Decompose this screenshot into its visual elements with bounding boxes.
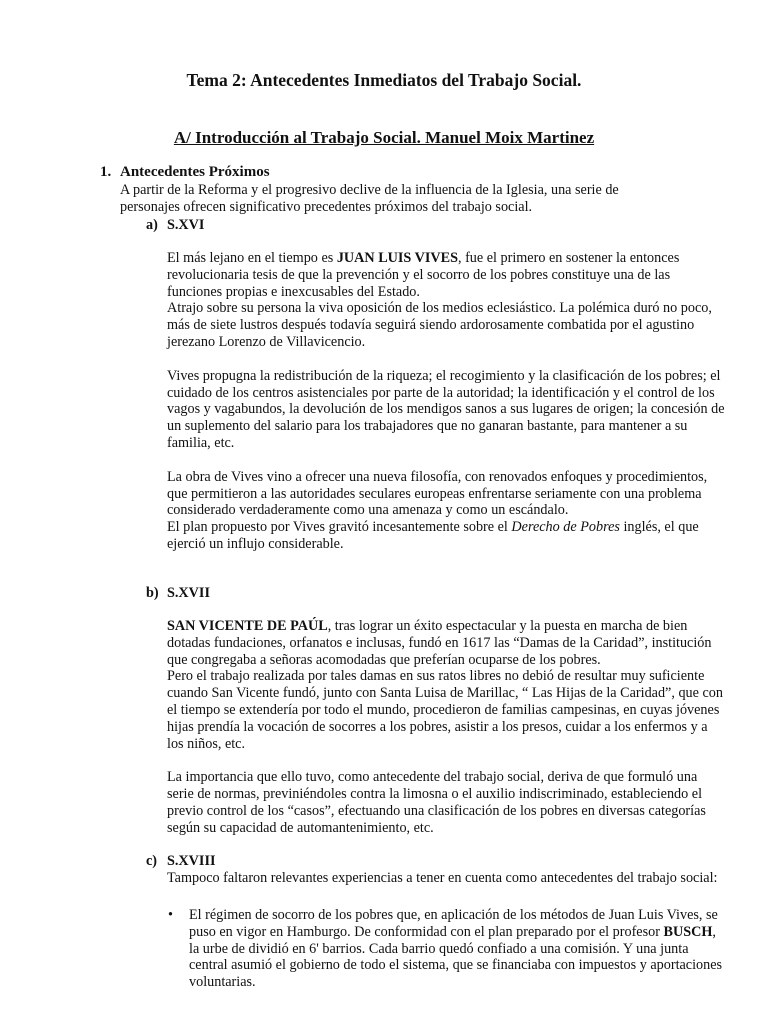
subsection-a-title: S.XVI <box>167 217 205 233</box>
subsection-c-heading <box>146 853 216 870</box>
text-run: El más lejano en el tiempo es <box>167 250 337 266</box>
text-run: , tras lograr un éxito espectacular y la puesta en marcha de bien dotadas fundaciones, orfanatos e inclusas, fundó en 1617 las “Damas de la Caridad”, institución que congregaba a señoras acomodadas que preferían ocuparse de los pobres. <box>167 618 712 668</box>
document-title: Tema 2: Antecedentes Inmediatos del Trabajo Social. <box>186 70 582 90</box>
paragraph-san-vicente <box>167 618 727 668</box>
section-1-number: 1. <box>100 164 112 180</box>
bold-name: BUSCH <box>663 923 713 940</box>
bullet-text <box>189 907 728 991</box>
bold-name: JUAN LUIS VIVES <box>336 250 458 266</box>
subsection-c-title: S.XVIII <box>167 853 216 869</box>
paragraph-experiencias: Tampoco faltaron relevantes experiencias a tener en cuenta como antecedentes del trabajo social: <box>167 870 718 886</box>
list-item <box>168 907 728 991</box>
subsection-b-body <box>167 618 727 837</box>
paragraph-vives-opposition: Atrajo sobre su persona la viva oposición de los medios eclesiástico. La polémica duró no poco, más de siete lustros después todavía seguirá siendo ardorosamente combatida por el agustino jerezano Lorenzo de Villavicencio. <box>167 300 712 350</box>
subsection-a-body <box>167 250 727 553</box>
bullet-icon: • <box>168 907 173 923</box>
paragraph-importancia: La importancia que ello tuvo, como antecedente del trabajo social, deriva de que formuló una serie de normas, previniéndoles contra la limosna o el auxilio indiscriminado, estableciendo el previo control de los “casos”, efectuando una clasificación de los pobres en diversas categorías según su capacidad de automantenimiento, etc. <box>167 769 706 836</box>
paragraph-vives-plan <box>167 519 727 553</box>
paragraph-vives-philosophy: La obra de Vives vino a ofrecer una nueva filosofía, con renovados enfoques y procedimientos, que permitieron a las autoridades seculares europeas enfrentarse seriamente con una problema considerado verdaderamente como una amenaza y como un escándalo. <box>167 468 708 519</box>
text-run: , la urbe de dividió en 6' barrios. Cada barrio quedó confiado a una comisión. Y una junta central asumió el gobierno de todo el sistema, que se financiaba con impuestos y aportaciones voluntarias. <box>189 923 723 991</box>
subsection-b-heading <box>146 585 210 602</box>
subsection-a-heading <box>146 217 204 234</box>
subsection-c-body <box>167 870 727 887</box>
text-run: inglés, el que ejerció un influjo considerable. <box>167 519 699 552</box>
section-1-title: Antecedentes Próximos <box>120 164 270 180</box>
text-run: El plan propuesto por Vives gravitó incesantemente sobre el <box>167 519 512 536</box>
subsection-a-letter: a) <box>146 217 158 233</box>
text-run: El régimen de socorro de los pobres que, en aplicación de los métodos de Juan Luis Vives, se puso en vigor en Hamburgo. De conformidad con el plan preparado por el profesor <box>189 907 718 940</box>
paragraph-vives-intro <box>167 250 727 300</box>
paragraph-hijas-caridad: Pero el trabajo realizada por tales damas en sus ratos libres no debió de resultar muy suficiente cuando San Vicente fundó, junto con Santa Luisa de Marillac, “ Las Hijas de la Caridad”, que con el tiempo se extendería por todo el mundo, procedieron de familias campesinas, en cuyas jóvenes hijas prendía la vocación de socorres a los pobres, asistir a los presos, cuidar a los enfermos y a los niños, etc. <box>167 668 723 752</box>
text-run: , fue el primero en sostener la entonces revolucionaria tesis de que la prevención y el socorro de los pobres constituye una de las funciones propias e inexcusables del Estado. <box>167 250 680 300</box>
document-subtitle: A/ Introducción al Trabajo Social. Manuel Moix Martinez <box>173 128 595 147</box>
subsection-b-letter: b) <box>146 585 159 601</box>
bold-name: SAN VICENTE DE PAÚL <box>167 618 328 634</box>
subsection-b-title: S.XVII <box>167 585 210 601</box>
italic-term: Derecho de Pobres <box>511 519 620 536</box>
section-1-heading <box>100 164 270 181</box>
paragraph-vives-proposals: Vives propugna la redistribución de la riqueza; el recogimiento y la clasificación de los pobres; el cuidado de los centros asistenciales por parte de la autoridad; la identificación y el control de los vagos y vagabundos, la devolución de los mendigos sanos a sus lugares de origen; la concesión de un suplemento del salario para los trabajadores que no ganaran bastante, para mantener a su familia, etc. <box>167 367 725 451</box>
section-1-intro: A partir de la Reforma y el progresivo declive de la influencia de la Iglesia, una serie de personajes ofrecen significativo precedentes próximos del trabajo social. <box>120 182 619 215</box>
subsection-c-letter: c) <box>146 853 158 869</box>
